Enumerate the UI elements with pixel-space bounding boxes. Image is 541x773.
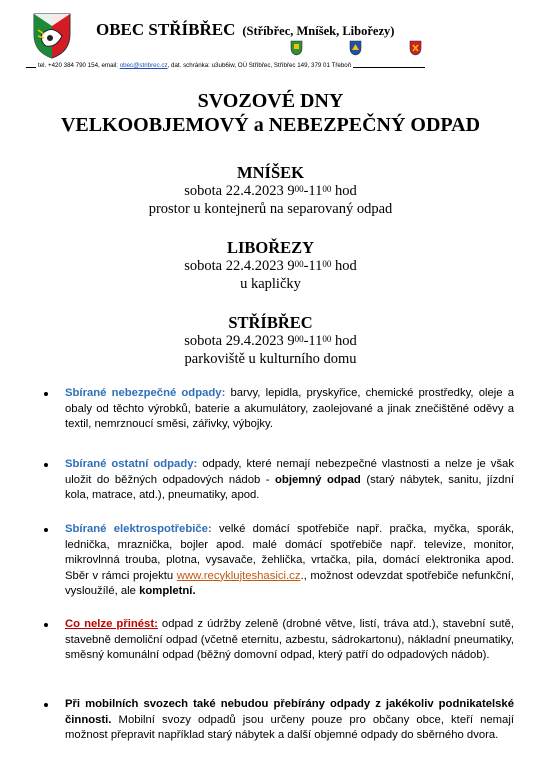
- bullet-dot: [44, 528, 48, 532]
- bullet-dot: [44, 623, 48, 627]
- headline-waste-type: VELKOOBJEMOVÝ a NEBEZPEČNÝ ODPAD: [60, 114, 481, 136]
- bullet-dot: [44, 463, 48, 467]
- liborezy-crest-icon: [409, 40, 422, 56]
- place-datetime: sobota 22.4.2023 $9^{00}-11^{00}$ hod: [184, 258, 357, 274]
- contact-line: [36, 62, 353, 69]
- place-name: MNÍŠEK: [237, 163, 304, 182]
- stribrec-crest-icon: [290, 40, 303, 56]
- title-main: OBEC STŘÍBŘEC: [96, 20, 236, 39]
- place-liborezy: [0, 238, 541, 293]
- place-stribrec: [0, 313, 541, 368]
- place-name: STŘÍBŘEC: [228, 313, 313, 332]
- place-location: parkoviště u kulturního domu: [184, 351, 357, 367]
- bullet-dot: [44, 703, 48, 707]
- place-location: u kapličky: [240, 276, 301, 292]
- place-datetime: sobota 22.4.2023 $9^{00}-11^{00}$ hod: [184, 183, 357, 199]
- business-text: Mobilní svozy odpadů jsou určeny pouze pro občany obce, kteří nemají možnost přepravit například starý nábytek a další objemné odpady do sběrného dvora.: [65, 713, 514, 742]
- place-datetime: sobota 29.4.2023 $9^{00}-11^{00}$ hod: [184, 333, 357, 349]
- main-coat-of-arms-icon: [32, 12, 72, 60]
- other-label: Sbírané ostatní odpady:: [65, 458, 198, 470]
- headline-collection-days: SVOZOVÉ DNY: [197, 90, 344, 112]
- bullet-dot: [44, 392, 48, 396]
- letterhead: [0, 0, 541, 80]
- business-bold: Při mobilních svozech také nebudou přebírány odpady z jakékoliv podnikatelské činnosti.: [65, 698, 514, 726]
- electro-text-1: velké domácí spotřebiče např. pračka, myčka, sporák, lednička, mraznička, bojler apod. malé domácí spotřebiče např. televize, monitor, mikrovlnná trouba, plotna, vysavače, žehlička, vrtačka, pila, domácí elektronika apod. Sběr v rámci projektu: [65, 523, 514, 582]
- contacts-prefix: tel. +420 384 790 154, email:: [38, 62, 120, 69]
- place-mnisek: [0, 163, 541, 218]
- electro-bold: kompletní.: [139, 585, 196, 598]
- contacts-suffix: , dat. schránka: u3ub6iw, OÚ Stříbřec, Stříbřec 149, 379 01 Třeboň: [167, 62, 352, 69]
- mnisek-crest-icon: [349, 40, 362, 56]
- other-text-1: odpady, které nemají nebezpečné vlastnosti a nelze je však uložit do běžných odpadových nádob -: [65, 458, 514, 486]
- other-text-2: (starý nábytek, sanitu, jízdní kola, matrace, atd.), pneumatiky, apod.: [65, 473, 515, 502]
- place-name: LIBOŘEZY: [226, 238, 315, 257]
- other-bold: objemný odpad: [275, 473, 361, 486]
- title-villages: (Stříbřec, Mníšek, Libořezy): [242, 24, 395, 38]
- recycling-link[interactable]: www.recyklujteshasici.cz: [176, 569, 301, 582]
- hazardous-text: barvy, lepidla, pryskyřice, chemické prostředky, oleje a obaly od těchto výrobků, baterie a akumulátory, zaolejované a jinak znečištěné oděvy a textil, nemrznoucí směsi, zářivky, výbojky.: [65, 387, 515, 431]
- forbidden-label: Co nelze přinést:: [65, 618, 158, 630]
- electro-label: Sbírané elektrospotřebiče:: [65, 523, 212, 535]
- email-link[interactable]: obec@stribrec.cz: [119, 62, 168, 69]
- place-location: prostor u kontejnerů na separovaný odpad: [148, 201, 393, 217]
- municipality-title: [96, 20, 394, 40]
- forbidden-text: odpad z údržby zeleně (drobné větve, listí, tráva atd.), stavební sutě, stavebně demoliční odpad (včetně eternitu, azbestu, sádrokartonu), nákladní pneumatiky, směsný komunální odpad (běžný domovní odpad, který patří do odpadových nádob).: [65, 618, 514, 662]
- hazardous-label: Sbírané nebezpečné odpady:: [65, 387, 226, 399]
- electro-text-2: ., možnost odevzdat spotřebiče nefunkční, vysloužílé, ale: [65, 569, 515, 598]
